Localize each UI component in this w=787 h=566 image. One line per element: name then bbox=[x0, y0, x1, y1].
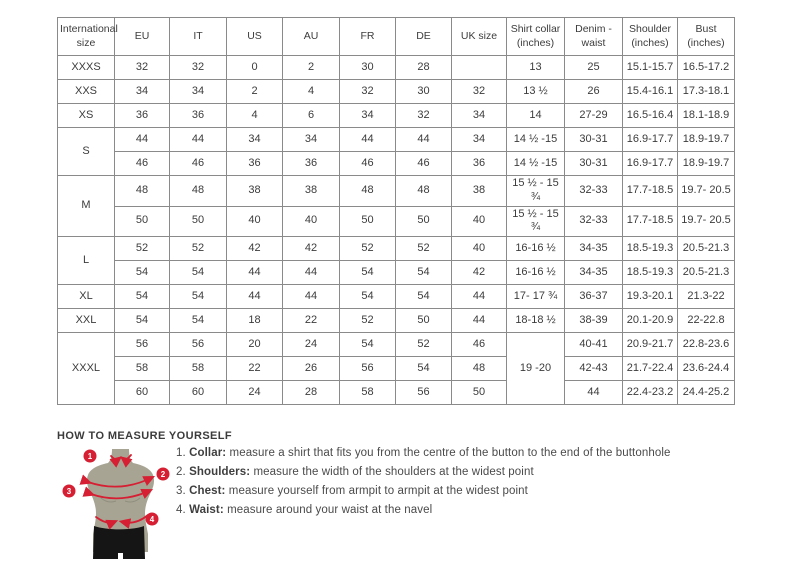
table-cell: 42 bbox=[452, 261, 507, 285]
table-cell: 0 bbox=[227, 56, 283, 80]
size-table-body bbox=[58, 56, 735, 405]
table-cell: 42 bbox=[227, 237, 283, 261]
column-header: International size bbox=[58, 18, 115, 56]
table-cell: 15 ½ - 15 ¾ bbox=[507, 176, 565, 207]
measure-item-chest bbox=[176, 485, 696, 504]
table-cell: 22 bbox=[283, 309, 340, 333]
size-group-cell: XXL bbox=[58, 309, 115, 333]
measure-item-collar bbox=[176, 447, 696, 466]
item-number: 3. bbox=[176, 485, 186, 497]
table-cell: 54 bbox=[340, 285, 396, 309]
table-cell: 46 bbox=[170, 152, 227, 176]
table-cell: 34 bbox=[115, 80, 170, 104]
table-cell: 54 bbox=[340, 333, 396, 357]
badge-3-number: 3 bbox=[66, 487, 72, 496]
table-cell: 16.5-16.4 bbox=[623, 104, 678, 128]
table-cell: 44 bbox=[452, 309, 507, 333]
table-cell: 52 bbox=[396, 237, 452, 261]
table-cell: 56 bbox=[170, 333, 227, 357]
table-cell: 18.5-19.3 bbox=[623, 237, 678, 261]
table-cell: 30 bbox=[340, 56, 396, 80]
table-cell: 36 bbox=[227, 152, 283, 176]
column-header: AU bbox=[283, 18, 340, 56]
table-cell: 32-33 bbox=[565, 206, 623, 237]
table-cell: 36-37 bbox=[565, 285, 623, 309]
table-row bbox=[58, 206, 735, 237]
table-cell: 44 bbox=[452, 285, 507, 309]
table-cell: 40-41 bbox=[565, 333, 623, 357]
item-text: measure a shirt that fits you from the centre of the button to the end of the buttonhole bbox=[226, 447, 671, 459]
table-cell: 32 bbox=[170, 56, 227, 80]
table-cell: 20.5-21.3 bbox=[678, 261, 735, 285]
table-cell: 19 -20 bbox=[507, 333, 565, 405]
column-header: US bbox=[227, 18, 283, 56]
table-cell: 26 bbox=[565, 80, 623, 104]
item-label: Waist: bbox=[189, 504, 224, 516]
table-cell: 17- 17 ¾ bbox=[507, 285, 565, 309]
column-header: DE bbox=[396, 18, 452, 56]
table-cell: 52 bbox=[340, 309, 396, 333]
table-cell: 44 bbox=[396, 128, 452, 152]
table-cell: 18.9-19.7 bbox=[678, 152, 735, 176]
table-cell: 36 bbox=[115, 104, 170, 128]
table-cell: 16.9-17.7 bbox=[623, 152, 678, 176]
table-cell: 16-16 ½ bbox=[507, 237, 565, 261]
table-cell: 21.3-22 bbox=[678, 285, 735, 309]
table-row bbox=[58, 309, 735, 333]
table-cell: 34 bbox=[340, 104, 396, 128]
table-cell: 46 bbox=[452, 333, 507, 357]
table-cell: 2 bbox=[283, 56, 340, 80]
table-row bbox=[58, 381, 735, 405]
measure-section-heading: HOW TO MEASURE YOURSELF bbox=[57, 430, 233, 442]
size-group-cell: XXXS bbox=[58, 56, 115, 80]
table-cell: 18.5-19.3 bbox=[623, 261, 678, 285]
column-header: EU bbox=[115, 18, 170, 56]
table-cell: 46 bbox=[396, 152, 452, 176]
table-cell: 30-31 bbox=[565, 152, 623, 176]
column-header: Denim - waist bbox=[565, 18, 623, 56]
table-cell: 28 bbox=[396, 56, 452, 80]
table-cell: 30 bbox=[396, 80, 452, 104]
column-header: Shirt collar (inches) bbox=[507, 18, 565, 56]
table-cell: 50 bbox=[170, 206, 227, 237]
table-cell: 38 bbox=[283, 176, 340, 207]
table-cell: 34-35 bbox=[565, 237, 623, 261]
table-cell: 14 ½ -15 bbox=[507, 152, 565, 176]
table-cell: 15.1-15.7 bbox=[623, 56, 678, 80]
table-cell: 44 bbox=[227, 285, 283, 309]
table-cell: 32 bbox=[115, 56, 170, 80]
measure-item-waist bbox=[176, 504, 696, 523]
table-cell: 42-43 bbox=[565, 357, 623, 381]
table-cell: 34-35 bbox=[565, 261, 623, 285]
table-cell: 16-16 ½ bbox=[507, 261, 565, 285]
table-cell: 40 bbox=[452, 237, 507, 261]
table-cell: 17.7-18.5 bbox=[623, 206, 678, 237]
table-cell: 44 bbox=[565, 381, 623, 405]
table-cell: 18.1-18.9 bbox=[678, 104, 735, 128]
table-cell: 28 bbox=[283, 381, 340, 405]
badge-1-number: 1 bbox=[87, 452, 93, 461]
table-cell: 54 bbox=[396, 357, 452, 381]
table-cell: 54 bbox=[170, 309, 227, 333]
table-row bbox=[58, 333, 735, 357]
table-cell: 38 bbox=[227, 176, 283, 207]
table-cell: 20.9-21.7 bbox=[623, 333, 678, 357]
measure-item-shoulders bbox=[176, 466, 696, 485]
table-cell: 24 bbox=[227, 381, 283, 405]
table-cell: 19.7- 20.5 bbox=[678, 206, 735, 237]
size-group-cell: XXXL bbox=[58, 333, 115, 405]
table-cell: 54 bbox=[170, 261, 227, 285]
table-cell: 2 bbox=[227, 80, 283, 104]
table-cell: 20 bbox=[227, 333, 283, 357]
table-cell: 58 bbox=[170, 357, 227, 381]
table-cell: 14 ½ -15 bbox=[507, 128, 565, 152]
table-cell: 52 bbox=[396, 333, 452, 357]
table-cell: 24 bbox=[283, 333, 340, 357]
table-cell: 34 bbox=[452, 104, 507, 128]
table-cell: 36 bbox=[452, 152, 507, 176]
table-cell: 46 bbox=[115, 152, 170, 176]
table-cell: 4 bbox=[283, 80, 340, 104]
table-cell: 54 bbox=[396, 261, 452, 285]
table-cell: 32 bbox=[340, 80, 396, 104]
torso-measurement-figure bbox=[57, 446, 172, 566]
table-cell: 30-31 bbox=[565, 128, 623, 152]
table-cell: 38-39 bbox=[565, 309, 623, 333]
table-cell: 54 bbox=[340, 261, 396, 285]
table-cell: 54 bbox=[396, 285, 452, 309]
table-cell: 14 bbox=[507, 104, 565, 128]
size-group-cell: M bbox=[58, 176, 115, 237]
table-cell: 56 bbox=[115, 333, 170, 357]
table-cell: 40 bbox=[283, 206, 340, 237]
shorts bbox=[93, 526, 145, 559]
table-cell: 38 bbox=[452, 176, 507, 207]
size-chart-header-row bbox=[58, 18, 735, 56]
table-cell: 16.9-17.7 bbox=[623, 128, 678, 152]
item-text: measure around your waist at the navel bbox=[223, 504, 433, 516]
table-cell: 44 bbox=[340, 128, 396, 152]
table-cell: 20.1-20.9 bbox=[623, 309, 678, 333]
table-cell: 50 bbox=[115, 206, 170, 237]
item-number: 2. bbox=[176, 466, 186, 478]
size-group-cell: XS bbox=[58, 104, 115, 128]
table-cell: 54 bbox=[115, 309, 170, 333]
table-row bbox=[58, 80, 735, 104]
table-cell: 48 bbox=[170, 176, 227, 207]
item-text: measure the width of the shoulders at the widest point bbox=[250, 466, 534, 478]
item-text: measure yourself from armpit to armpit at the widest point bbox=[225, 485, 528, 497]
table-cell: 23.6-24.4 bbox=[678, 357, 735, 381]
table-cell: 13 ½ bbox=[507, 80, 565, 104]
table-cell: 22.8-23.6 bbox=[678, 333, 735, 357]
table-cell: 58 bbox=[115, 357, 170, 381]
table-cell: 46 bbox=[340, 152, 396, 176]
table-row bbox=[58, 237, 735, 261]
table-cell: 17.3-18.1 bbox=[678, 80, 735, 104]
size-group-cell: XL bbox=[58, 285, 115, 309]
table-cell: 18 bbox=[227, 309, 283, 333]
table-cell: 32 bbox=[396, 104, 452, 128]
table-cell: 36 bbox=[170, 104, 227, 128]
table-cell: 44 bbox=[283, 261, 340, 285]
table-cell: 22.4-23.2 bbox=[623, 381, 678, 405]
table-cell: 15 ½ - 15 ¾ bbox=[507, 206, 565, 237]
table-cell: 48 bbox=[340, 176, 396, 207]
table-row bbox=[58, 176, 735, 207]
table-row bbox=[58, 261, 735, 285]
measure-instructions-list bbox=[176, 447, 696, 523]
table-cell: 60 bbox=[170, 381, 227, 405]
table-cell: 54 bbox=[170, 285, 227, 309]
table-cell: 44 bbox=[170, 128, 227, 152]
column-header: Bust (inches) bbox=[678, 18, 735, 56]
table-row bbox=[58, 104, 735, 128]
badge-2-number: 2 bbox=[160, 470, 166, 479]
table-cell: 50 bbox=[452, 381, 507, 405]
table-cell: 22 bbox=[227, 357, 283, 381]
table-cell: 13 bbox=[507, 56, 565, 80]
table-row bbox=[58, 152, 735, 176]
table-cell: 32-33 bbox=[565, 176, 623, 207]
table-cell: 34 bbox=[227, 128, 283, 152]
table-cell: 20.5-21.3 bbox=[678, 237, 735, 261]
table-cell: 36 bbox=[283, 152, 340, 176]
table-row bbox=[58, 357, 735, 381]
table-cell: 19.3-20.1 bbox=[623, 285, 678, 309]
item-label: Chest: bbox=[189, 485, 226, 497]
table-cell: 48 bbox=[452, 357, 507, 381]
size-chart-table bbox=[57, 17, 735, 405]
table-cell: 15.4-16.1 bbox=[623, 80, 678, 104]
table-cell: 48 bbox=[396, 176, 452, 207]
size-group-cell: L bbox=[58, 237, 115, 285]
badge-4-number: 4 bbox=[149, 515, 155, 524]
table-cell: 52 bbox=[115, 237, 170, 261]
table-cell: 40 bbox=[227, 206, 283, 237]
table-row bbox=[58, 56, 735, 80]
table-cell: 18.9-19.7 bbox=[678, 128, 735, 152]
column-header: UK size bbox=[452, 18, 507, 56]
column-header: FR bbox=[340, 18, 396, 56]
table-cell: 32 bbox=[452, 80, 507, 104]
table-cell: 34 bbox=[170, 80, 227, 104]
table-cell bbox=[452, 56, 507, 80]
table-row bbox=[58, 285, 735, 309]
item-label: Collar: bbox=[189, 447, 227, 459]
table-cell: 44 bbox=[283, 285, 340, 309]
table-cell: 34 bbox=[283, 128, 340, 152]
table-cell: 44 bbox=[227, 261, 283, 285]
table-cell: 34 bbox=[452, 128, 507, 152]
table-cell: 26 bbox=[283, 357, 340, 381]
table-cell: 50 bbox=[396, 206, 452, 237]
column-header: Shoulder (inches) bbox=[623, 18, 678, 56]
size-group-cell: XXS bbox=[58, 80, 115, 104]
table-cell: 27-29 bbox=[565, 104, 623, 128]
table-cell: 16.5-17.2 bbox=[678, 56, 735, 80]
table-cell: 40 bbox=[452, 206, 507, 237]
table-cell: 56 bbox=[340, 357, 396, 381]
column-header: IT bbox=[170, 18, 227, 56]
item-number: 1. bbox=[176, 447, 186, 459]
table-cell: 4 bbox=[227, 104, 283, 128]
size-group-cell: S bbox=[58, 128, 115, 176]
item-label: Shoulders: bbox=[189, 466, 251, 478]
table-cell: 48 bbox=[115, 176, 170, 207]
table-cell: 50 bbox=[340, 206, 396, 237]
table-row bbox=[58, 128, 735, 152]
table-cell: 17.7-18.5 bbox=[623, 176, 678, 207]
table-cell: 52 bbox=[170, 237, 227, 261]
table-cell: 22-22.8 bbox=[678, 309, 735, 333]
table-cell: 52 bbox=[340, 237, 396, 261]
table-cell: 56 bbox=[396, 381, 452, 405]
table-cell: 58 bbox=[340, 381, 396, 405]
table-cell: 50 bbox=[396, 309, 452, 333]
table-cell: 18-18 ½ bbox=[507, 309, 565, 333]
table-cell: 21.7-22.4 bbox=[623, 357, 678, 381]
table-cell: 19.7- 20.5 bbox=[678, 176, 735, 207]
table-cell: 42 bbox=[283, 237, 340, 261]
table-cell: 24.4-25.2 bbox=[678, 381, 735, 405]
table-cell: 44 bbox=[115, 128, 170, 152]
table-cell: 60 bbox=[115, 381, 170, 405]
item-number: 4. bbox=[176, 504, 186, 516]
table-cell: 54 bbox=[115, 285, 170, 309]
table-cell: 25 bbox=[565, 56, 623, 80]
table-cell: 54 bbox=[115, 261, 170, 285]
table-cell: 6 bbox=[283, 104, 340, 128]
